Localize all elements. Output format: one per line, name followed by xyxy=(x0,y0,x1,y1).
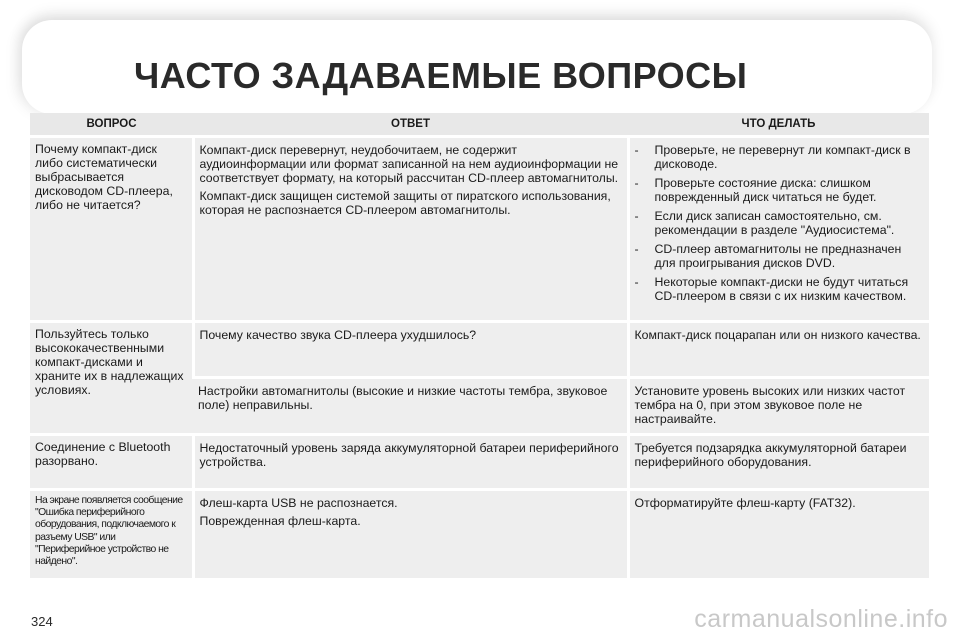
question-cell: На экране появляется сообщение "Ошибка периферийного оборудования, подключаемого к разъему USB" или "Периферийное устройство не найдено". xyxy=(30,490,193,578)
answer-cell: Настройки автомагнитолы (высокие и низкие частоты тембра, звуковое поле) неправильны. xyxy=(193,378,628,435)
solution-cell: Требуется подзарядка аккумуляторной батареи периферийного оборудования. xyxy=(628,435,929,490)
list-item xyxy=(635,242,926,270)
table-header-row xyxy=(30,113,929,137)
bullet-dash: - xyxy=(634,242,639,256)
answer-cell xyxy=(193,490,628,578)
list-item-text: CD-плеер автомагнитолы не предназначен для проигрывания дисков DVD. xyxy=(654,242,902,270)
solution-cell: Установите уровень высоких или низких частот тембра на 0, при этом звуковое поле не настраивайте. xyxy=(628,378,929,435)
solution-cell xyxy=(628,137,929,322)
question-cell: Пользуйтесь только высококачественными компакт-дисками и храните их в надлежащих условиях. xyxy=(30,322,193,435)
bullet-dash: - xyxy=(634,275,639,289)
answer-paragraph: Компакт-диск перевернут, неудобочитаем, не содержит аудиоинформации или формат записанной на нем аудиоинформации не соответствует формату, на который рассчитан CD-плеер автомагнитолы. xyxy=(199,143,619,185)
solution-list xyxy=(635,143,926,303)
list-item xyxy=(635,176,926,204)
page-number: 324 xyxy=(31,614,53,629)
answer-cell: Недостаточный уровень заряда аккумуляторной батареи периферийного устройства. xyxy=(193,435,628,490)
list-item-text: Проверьте состояние диска: слишком поврежденный диск читаться не будет. xyxy=(654,176,877,204)
table-row xyxy=(30,435,929,490)
solution-cell: Отформатируйте флеш-карту (FAT32). xyxy=(628,490,929,578)
list-item xyxy=(635,143,926,171)
watermark: carmanualsonline.info xyxy=(694,605,948,633)
bullet-dash: - xyxy=(634,176,639,190)
list-item xyxy=(635,275,926,303)
list-item xyxy=(635,209,926,237)
faq-table xyxy=(30,113,929,578)
solution-cell: Компакт-диск поцарапан или он низкого качества. xyxy=(628,322,929,378)
table-row xyxy=(30,137,929,322)
list-item-text: Если диск записан самостоятельно, см. рекомендации в разделе "Аудиосистема". xyxy=(654,209,895,237)
answer-paragraph: Поврежденная флеш-карта. xyxy=(199,514,361,528)
header-solution: ЧТО ДЕЛАТЬ xyxy=(628,113,929,137)
bullet-dash: - xyxy=(634,143,639,157)
header-answer: ОТВЕТ xyxy=(193,113,628,137)
question-cell: Соединение с Bluetooth разорвано. xyxy=(30,435,193,490)
answer-cell: Почему качество звука CD-плеера ухудшилось? xyxy=(193,322,628,378)
table-row xyxy=(30,322,929,378)
answer-paragraph: Флеш-карта USB не распознается. xyxy=(199,496,398,510)
question-cell: Почему компакт-диск либо систематически выбрасывается дисководом CD-плеера, либо не читается? xyxy=(30,137,193,322)
bullet-dash: - xyxy=(634,209,639,223)
list-item-text: Проверьте, не перевернут ли компакт-диск в дисководе. xyxy=(654,143,911,171)
header-question: ВОПРОС xyxy=(30,113,193,137)
answer-cell xyxy=(193,137,628,322)
list-item-text: Некоторые компакт-диски не будут читаться CD-плеером в связи с их низким качеством. xyxy=(654,275,909,303)
page-title: ЧАСТО ЗАДАВАЕМЫЕ ВОПРОСЫ xyxy=(134,55,748,96)
answer-paragraph: Компакт-диск защищен системой защиты от пиратского использования, которая не распознается CD-плеером автомагнитолы. xyxy=(199,189,611,217)
table-row xyxy=(30,490,929,578)
